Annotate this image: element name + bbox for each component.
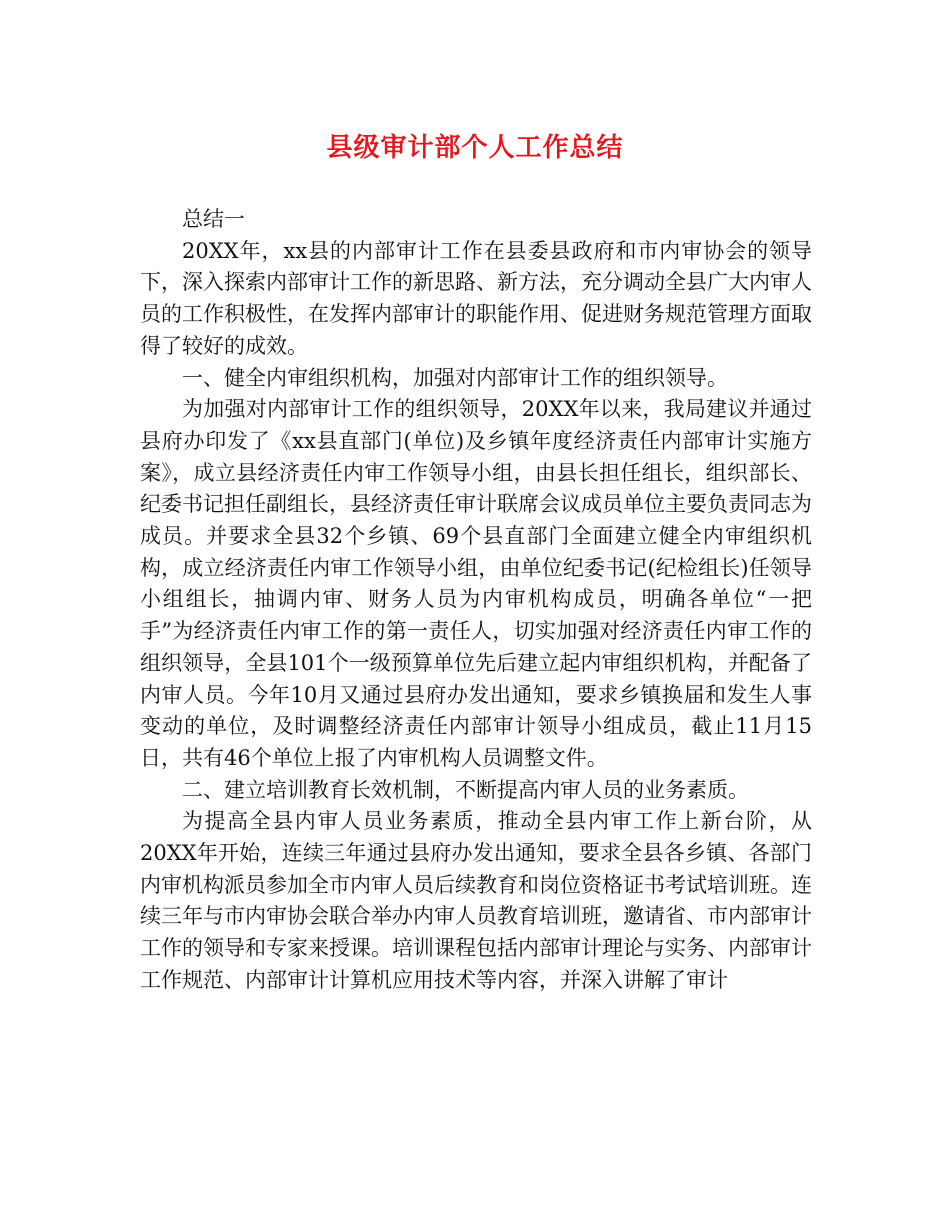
paragraph-intro: 20XX年，xx县的内部审计工作在县委县政府和市内审协会的领导下，深入探索内部审计工作的新思路、新方法，充分调动全县广大内审人员的工作积极性，在发挥内部审计的职能作用、促进财务规范管理方面取得了较好的成效。 [140, 238, 812, 358]
paragraph-section-two-body: 为提高全县内审人员业务素质，推动全县内审工作上新台阶，从20XX年开始，连续三年通过县府办发出通知，要求全县各乡镇、各部门内审机构派员参加全市内审人员后续教育和岗位资格证书考试培训班。连续三年与市内审协会联合举办内审人员教育培训班，邀请省、市内部审计工作的领导和专家来授课。培训课程包括内部审计理论与实务、内部审计工作规范、内部审计计算机应用技术等内容，并深入讲解了审计 [140, 809, 812, 992]
document-title: 县级审计部个人工作总结 [326, 133, 624, 163]
document-body [140, 204, 812, 997]
paragraph-heading-summary-one: 总结一 [182, 207, 245, 231]
section-heading-one: 一、健全内审组织机构，加强对内部审计工作的组织领导。 [182, 365, 728, 390]
paragraph-section-one-body: 为加强对内部审计工作的组织领导，20XX年以来，我局建议并通过县府办印发了《xx县直部门(单位)及乡镇年度经济责任内部审计实施方案》，成立县经济责任内审工作领导小组，由县长担任组长，组织部长、纪委书记担任副组长，县经济责任审计联席会议成员单位主要负责同志为成员。并要求全县32个乡镇、69个县直部门全面建立健全内审组织机构，成立经济责任内审工作领导小组，由单位纪委书记(纪检组长)任领导小组组长，抽调内审、财务人员为内审机构成员，明确各单位“一把手”为经济责任内审工作的第一责任人，切实加强对经济责任内审工作的组织领导，全县101个一级预算单位先后建立起内审组织机构，并配备了内审人员。今年10月又通过县府办发出通知，要求乡镇换届和发生人事变动的单位，及时调整经济责任内部审计领导小组成员，截止11月15日，共有46个单位上报了内审机构人员调整文件。 [140, 397, 812, 770]
section-heading-two: 二、建立培训教育长效机制，不断提高内审人员的业务素质。 [182, 777, 749, 802]
